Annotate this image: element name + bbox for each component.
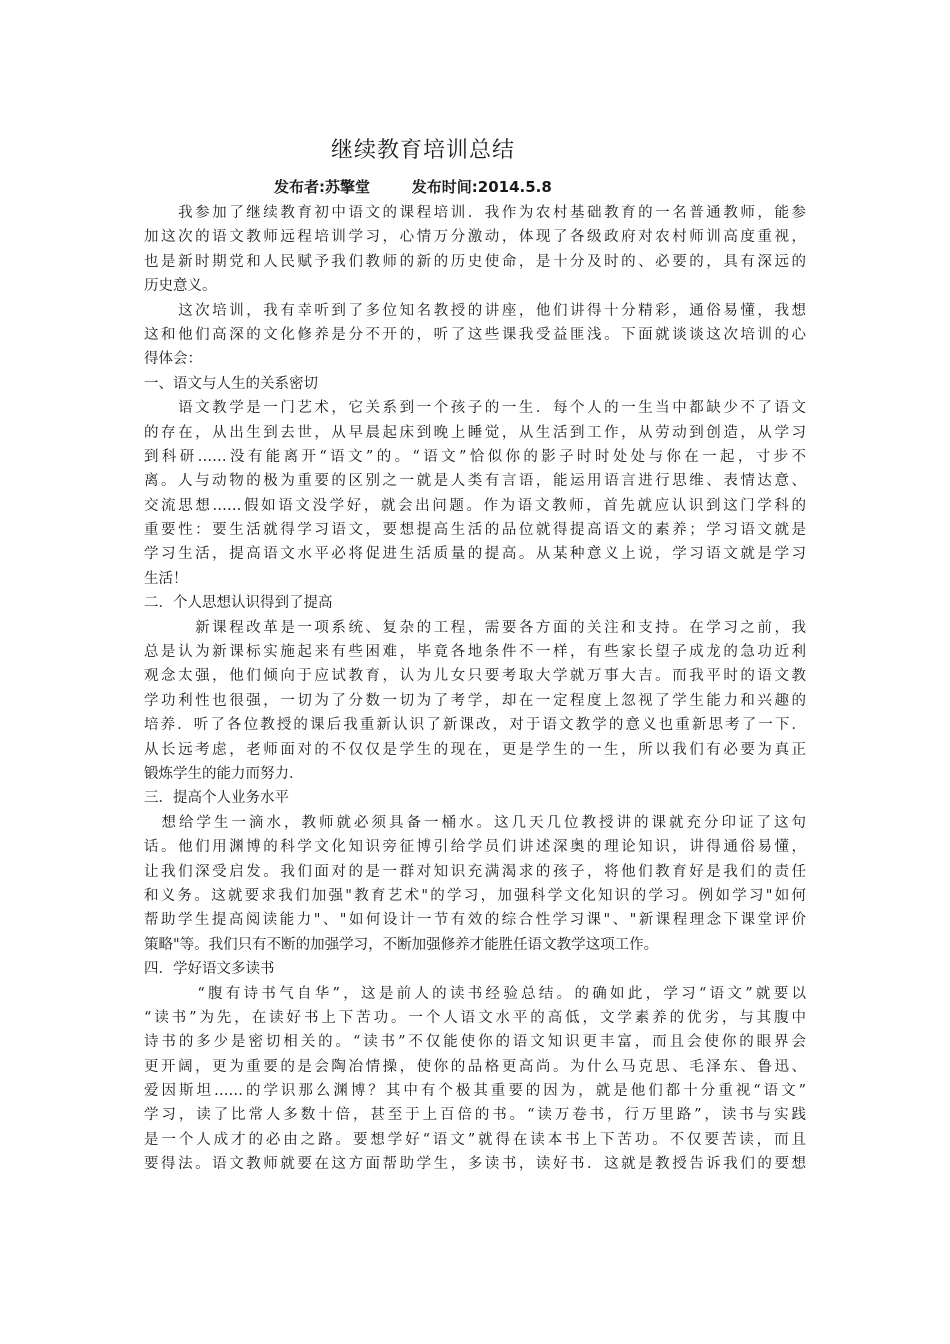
text-line: 更开阔，更为重要的是会陶冶情操，使你的品格更高尚。为什么马克思、毛泽东、鲁迅、 bbox=[144, 1058, 806, 1075]
text-line: 到科研……没有能离开“语文”的。“语文”恰似你的影子时时处处与你在一起，寸步不 bbox=[144, 448, 806, 465]
text-line: 话。他们用渊博的科学文化知识旁征博引给学员们讲述深奥的理论知识，讲得通俗易懂， bbox=[144, 839, 806, 856]
text-line: 交流思想……假如语文没学好，就会出问题。作为语文教师，首先就应认识到这门学科的 bbox=[144, 497, 806, 514]
text-line: 策略"等。我们只有不断的加强学习，不断加强修养才能胜任语文教学这项工作。 bbox=[144, 936, 659, 953]
text-line: 历史意义。 bbox=[144, 278, 217, 295]
text-line: 的存在，从出生到去世，从早晨起床到晚上睡觉，从生活到工作，从劳动到创造，从学习 bbox=[144, 424, 806, 441]
text-line: 和义务。这就要求我们加强"教育艺术"的学习，加强科学文化知识的学习。例如学习"如何 bbox=[144, 887, 806, 904]
text-line: 二．个人思想认识得到了提高 bbox=[144, 595, 333, 612]
text-line: 这和他们高深的文化修养是分不开的，听了这些课我受益匪浅。下面就谈谈这次培训的心 bbox=[144, 326, 806, 343]
text-line: 这次培训，我有幸听到了多位知名教授的讲座，他们讲得十分精彩，通俗易懂，我想 bbox=[144, 302, 806, 319]
document-body bbox=[144, 201, 806, 1177]
text-line: 加这次的语文教师远程培训学习，心情万分激动，体现了各级政府对农村师训高度重视， bbox=[144, 229, 806, 246]
author-label: 发布者: bbox=[274, 178, 325, 196]
text-line: 学习，读了比常人多数十倍，甚至于上百倍的书。“读万卷书，行万里路”，读书与实践 bbox=[144, 1107, 806, 1124]
text-line: 语文教学是一门艺术，它关系到一个孩子的一生．每个人的一生当中都缺少不了语文 bbox=[144, 400, 806, 417]
date-label: 发布时间: bbox=[411, 178, 478, 196]
text-line: 学习生活，提高语文水平必将促进生活质量的提高。从某种意义上说，学习语文就是学习 bbox=[144, 546, 806, 563]
text-line: 学功利性也很强，一切为了分数一切为了考学，却在一定程度上忽视了学生能力和兴趣的 bbox=[144, 692, 806, 709]
text-line: 让我们深受启发。我们面对的是一群对知识充满渴求的孩子，将他们教育好是我们的责任 bbox=[144, 863, 806, 880]
text-line: 我参加了继续教育初中语文的课程培训．我作为农村基础教育的一名普通教师，能参 bbox=[144, 205, 806, 221]
text-line: 要得法。语文教师就要在这方面帮助学生，多读书，读好书．这就是教授告诉我们的要想 bbox=[144, 1156, 806, 1173]
text-line: 想给学生一滴水，教师就必须具备一桶水。这几天几位教授讲的课就充分印证了这句 bbox=[144, 814, 806, 831]
text-line: 锻炼学生的能力而努力． bbox=[144, 765, 304, 782]
text-line: 重要性：要生活就得学习语文，要想提高生活的品位就得提高语文的素养；学习语文就是 bbox=[144, 522, 806, 539]
text-line: 得体会： bbox=[144, 351, 202, 368]
text-line: 生活！ bbox=[144, 570, 188, 587]
text-line: 观念太强，他们倾向于应试教育，认为儿女只要考取大学就万事大吉。而我平时的语文教 bbox=[144, 668, 806, 685]
text-line: 爱因斯坦……的学识那么渊博？其中有个极其重要的因为，就是他们都十分重视“语文” bbox=[144, 1083, 806, 1100]
publish-date: 2014.5.8 bbox=[477, 178, 552, 196]
text-line: 总是认为新课标实施起来有些困难，毕竟各地条件不一样，有些家长望子成龙的急功近利 bbox=[144, 644, 806, 661]
text-line: 是一个人成才的必由之路。要想学好“语文”就得在读本书上下苦功。不仅要苦读，而且 bbox=[144, 1131, 806, 1148]
text-line: 帮助学生提高阅读能力"、"如何设计一节有效的综合性学习课"、"新课程理念下课堂评价 bbox=[144, 912, 806, 929]
text-line: 诗书的多少是密切相关的。“读书”不仅能使你的语文知识更丰富，而且会使你的眼界会 bbox=[144, 1034, 806, 1051]
text-line: “读书”为先，在读好书上下苦功。一个人语文水平的高低，文学素养的优劣，与其腹中 bbox=[144, 1009, 806, 1026]
text-line: 三．提高个人业务水平 bbox=[144, 790, 289, 807]
text-line: “腹有诗书气自华”，这是前人的读书经验总结。的确如此，学习“语文”就要以 bbox=[144, 985, 806, 1002]
text-line: 离。人与动物的极为重要的区别之一就是人类有言语，能运用语言进行思维、表情达意、 bbox=[144, 473, 806, 490]
text-line: 四．学好语文多读书 bbox=[144, 961, 275, 978]
author-name: 苏擎堂 bbox=[325, 178, 371, 196]
text-line: 培养．听了各位教授的课后我重新认识了新课改，对于语文教学的意义也重新思考了一下． bbox=[144, 717, 806, 734]
text-line: 一、语文与人生的关系密切 bbox=[144, 375, 318, 392]
text-line: 从长远考虑，老师面对的不仅仅是学生的现在，更是学生的一生，所以我们有必要为真正 bbox=[144, 741, 806, 758]
publish-info bbox=[274, 176, 552, 198]
text-line: 新课程改革是一项系统、复杂的工程，需要各方面的关注和支持。在学习之前，我 bbox=[144, 619, 806, 636]
document-title: 继续教育培训总结 bbox=[330, 138, 515, 163]
text-line: 也是新时期党和人民赋予我们教师的新的历史使命，是十分及时的、必要的，具有深远的 bbox=[144, 253, 806, 270]
